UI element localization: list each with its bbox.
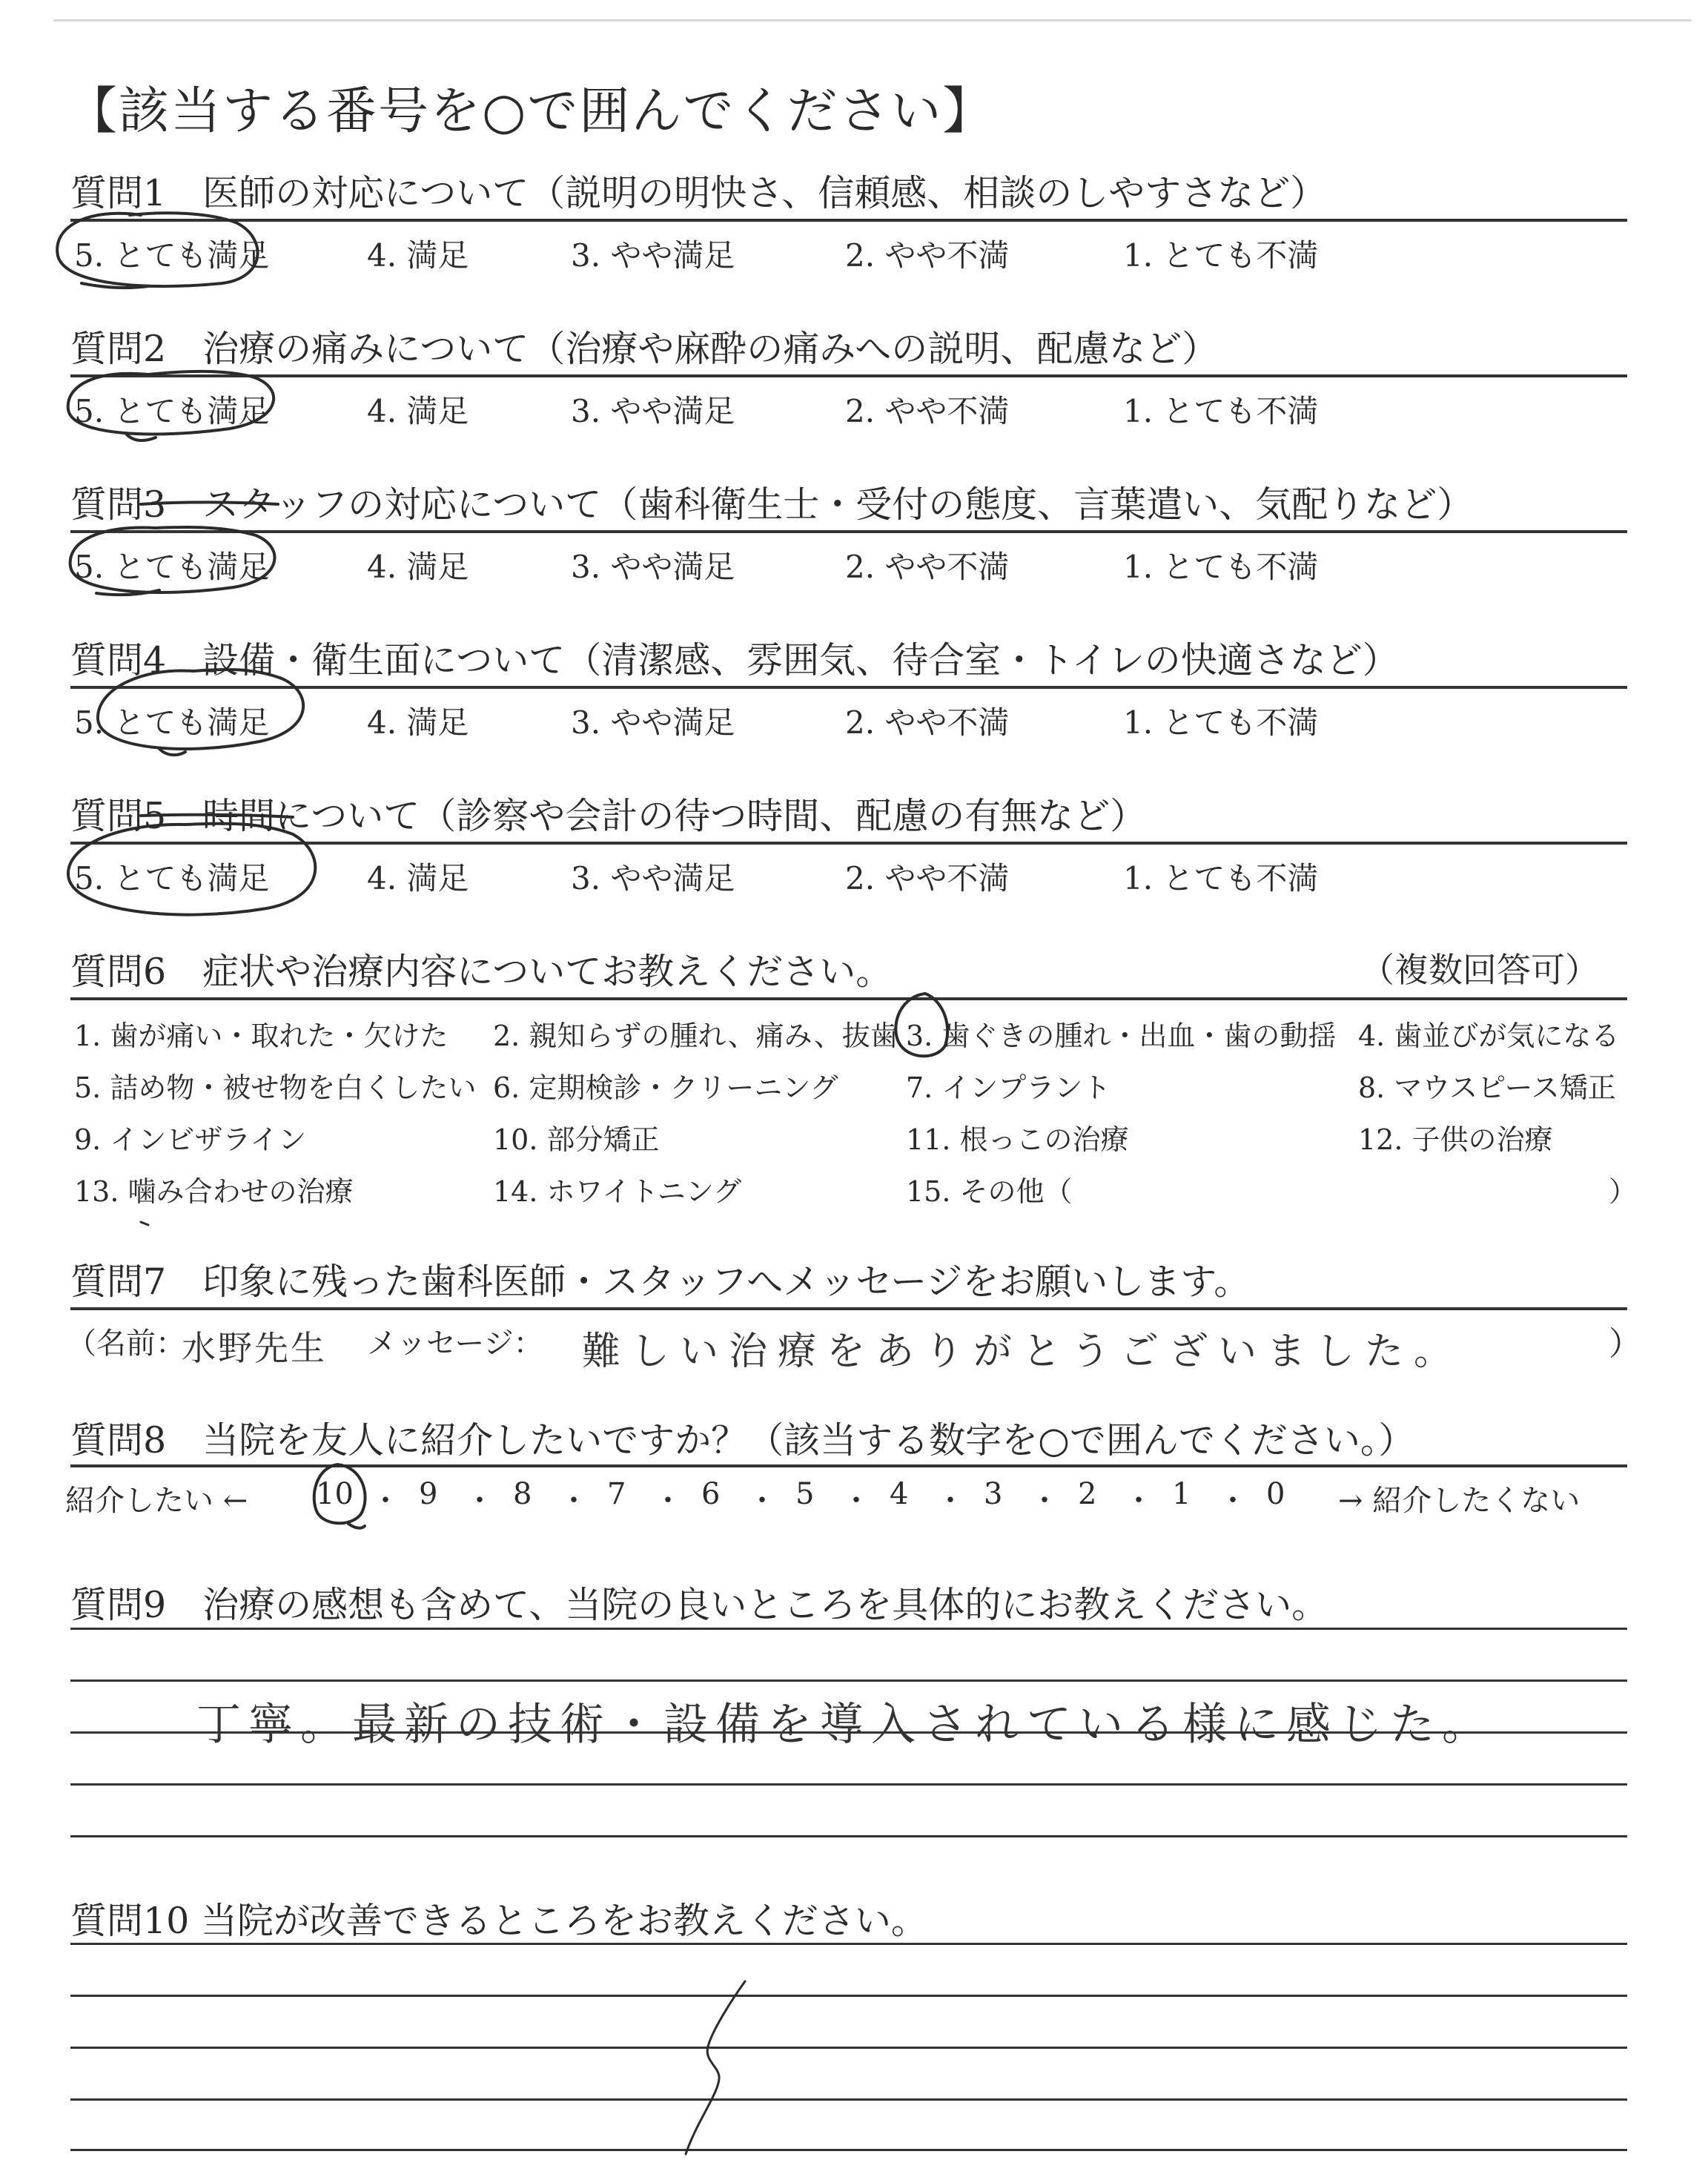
q8-scale-7[interactable]: 7 <box>607 1477 626 1511</box>
q3-option-4[interactable]: 4. 満足 <box>367 549 469 585</box>
q6-multiple-note: （複数回答可） <box>1360 950 1599 990</box>
q8-scale-8[interactable]: 8 <box>513 1477 532 1511</box>
q1-title: 質問1 医師の対応について（説明の明快さ、信頼感、相談のしやすさなど） <box>70 172 1327 214</box>
q4-title: 質問4 設備・衛生面について（清潔感、雰囲気、待合室・トイレの快適さなど） <box>70 639 1399 681</box>
q10-title: 質問10 当院が改善できるところをお教えください。 <box>70 1900 927 1942</box>
q3-selection-circle <box>70 527 275 592</box>
q6-item-9[interactable]: 9. インビザライン <box>74 1123 307 1156</box>
q4-option-1[interactable]: 1. とても不満 <box>1123 704 1319 741</box>
q3-option-5[interactable]: 5. とても満足 <box>74 549 270 585</box>
q8-title: 質問8 当院を友人に紹介したいですか？（該当する数字を○で囲んでください。） <box>70 1419 1415 1462</box>
q5-selection-circle <box>68 824 315 915</box>
q2-title: 質問2 治療の痛みについて（治療や麻酔の痛みへの説明、配慮など） <box>70 328 1219 370</box>
stray-mark <box>141 1222 148 1225</box>
q6-selection-circle <box>896 994 947 1056</box>
q2-option-2[interactable]: 2. やや不満 <box>845 393 1010 429</box>
q8-scale-separator: ・ <box>371 1484 400 1518</box>
q8-selection-tail <box>348 1524 365 1528</box>
q8-scale-1[interactable]: 1 <box>1172 1477 1191 1511</box>
q2-selection-circle <box>68 371 274 435</box>
q5-title: 質問5 時間について（診察や会計の待つ時間、配慮の有無など） <box>70 795 1147 837</box>
q8-scale-6[interactable]: 6 <box>701 1477 721 1511</box>
q6-item-12[interactable]: 12. 子供の治療 <box>1358 1123 1553 1156</box>
q8-scale-separator: ・ <box>1124 1484 1153 1518</box>
q8-scale-0[interactable]: 0 <box>1266 1477 1285 1511</box>
q5-option-2[interactable]: 2. やや不満 <box>845 860 1010 896</box>
q8-right-label: → 紹介したくない <box>1338 1484 1580 1518</box>
q4-selection-circle <box>98 670 303 749</box>
q4-option-3[interactable]: 3. やや満足 <box>571 704 735 741</box>
q7-title: 質問7 印象に残った歯科医師・スタッフへメッセージをお願いします。 <box>70 1261 1251 1303</box>
q8-scale-separator: ・ <box>653 1484 683 1518</box>
q8-scale-separator: ・ <box>559 1484 589 1518</box>
q1-option-1[interactable]: 1. とても不満 <box>1123 237 1319 274</box>
q8-scale-separator: ・ <box>1030 1484 1059 1518</box>
q6-item-13[interactable]: 13. 噛み合わせの治療 <box>74 1175 354 1208</box>
q5-option-5[interactable]: 5. とても満足 <box>74 860 270 896</box>
q8-scale-5[interactable]: 5 <box>795 1477 815 1511</box>
q2-option-4[interactable]: 4. 満足 <box>367 393 469 429</box>
q4-option-2[interactable]: 2. やや不満 <box>845 704 1010 741</box>
q6-item-15-close: ） <box>1609 1175 1638 1208</box>
q2-option-3[interactable]: 3. やや満足 <box>571 393 735 429</box>
q1-option-5[interactable]: 5. とても満足 <box>74 237 270 274</box>
q3-option-2[interactable]: 2. やや不満 <box>845 549 1010 585</box>
q1-option-3[interactable]: 3. やや満足 <box>571 237 735 274</box>
q4-option-4[interactable]: 4. 満足 <box>367 704 469 741</box>
q6-item-15[interactable]: 15. その他（ <box>906 1175 1073 1208</box>
q7-message-handwritten[interactable]: 難しい治療をありがとうございました。 <box>582 1330 1463 1374</box>
q8-scale-4[interactable]: 4 <box>890 1477 909 1511</box>
q2-option-5[interactable]: 5. とても満足 <box>74 393 270 429</box>
q1-option-2[interactable]: 2. やや不満 <box>845 237 1010 274</box>
q8-scale-10[interactable]: 10 <box>316 1477 354 1511</box>
q7-close-paren: ） <box>1609 1325 1641 1363</box>
q6-item-2[interactable]: 2. 親知らずの腫れ、痛み、抜歯 <box>493 1020 898 1052</box>
q1-selection-circle <box>57 213 257 286</box>
q6-item-10[interactable]: 10. 部分矯正 <box>493 1123 660 1156</box>
q6-title: 質問6 症状や治療内容についてお教えください。 <box>70 951 893 993</box>
q3-title-strike <box>141 502 278 504</box>
q5-option-3[interactable]: 3. やや満足 <box>571 860 735 896</box>
q2-option-1[interactable]: 1. とても不満 <box>1123 393 1319 429</box>
q4-option-5[interactable]: 5. とても満足 <box>74 704 270 741</box>
q6-item-1[interactable]: 1. 歯が痛い・取れた・欠けた <box>74 1020 448 1052</box>
q8-scale-separator: ・ <box>1218 1484 1248 1518</box>
q3-option-1[interactable]: 1. とても不満 <box>1123 549 1319 585</box>
q6-item-14[interactable]: 14. ホワイトニング <box>493 1175 742 1208</box>
q5-title-strike <box>141 815 293 817</box>
q8-scale-9[interactable]: 9 <box>419 1477 438 1511</box>
q9-title: 質問9 治療の感想も含めて、当院の良いところを具体的にお教えください。 <box>70 1584 1328 1626</box>
q8-left-label: 紹介したい ← <box>65 1484 248 1518</box>
q8-selection-circle <box>314 1464 365 1523</box>
q8-scale-separator: ・ <box>936 1484 965 1518</box>
page-heading: 【該当する番号を○で囲んでください】 <box>67 82 995 141</box>
q8-scale-separator: ・ <box>465 1484 494 1518</box>
q6-item-4[interactable]: 4. 歯並びが気になる <box>1358 1020 1620 1052</box>
q6-item-8[interactable]: 8. マウスピース矯正 <box>1358 1071 1616 1104</box>
q6-item-11[interactable]: 11. 根っこの治療 <box>906 1123 1129 1156</box>
q9-answer-handwritten[interactable]: 丁寧。最新の技術・設備を導入されている様に感じた。 <box>196 1699 1494 1751</box>
q3-option-3[interactable]: 3. やや満足 <box>571 549 735 585</box>
q6-item-5[interactable]: 5. 詰め物・被せ物を白くしたい <box>74 1071 477 1104</box>
q6-item-7[interactable]: 7. インプラント <box>906 1071 1111 1104</box>
q6-item-6[interactable]: 6. 定期検診・クリーニング <box>493 1071 838 1104</box>
q10-scribble <box>686 1981 745 2154</box>
q7-name-label: （名前： <box>67 1327 185 1361</box>
q5-option-1[interactable]: 1. とても不満 <box>1123 860 1319 896</box>
q6-item-3[interactable]: 3. 歯ぐきの腫れ・出血・歯の動揺 <box>906 1020 1337 1052</box>
q8-scale-2[interactable]: 2 <box>1078 1477 1097 1511</box>
q8-scale-separator: ・ <box>841 1484 871 1518</box>
q5-option-4[interactable]: 4. 満足 <box>367 860 469 896</box>
q3-title: 質問3 スタッフの対応について（歯科衛生士・受付の態度、言葉遣い、気配りなど） <box>70 483 1474 526</box>
q8-scale-3[interactable]: 3 <box>984 1477 1003 1511</box>
q1-option-4[interactable]: 4. 満足 <box>367 237 469 274</box>
q8-scale-separator: ・ <box>747 1484 777 1518</box>
q7-message-label: メッセージ： <box>367 1327 543 1361</box>
q7-name-handwritten[interactable]: 水野先生 <box>182 1328 327 1368</box>
